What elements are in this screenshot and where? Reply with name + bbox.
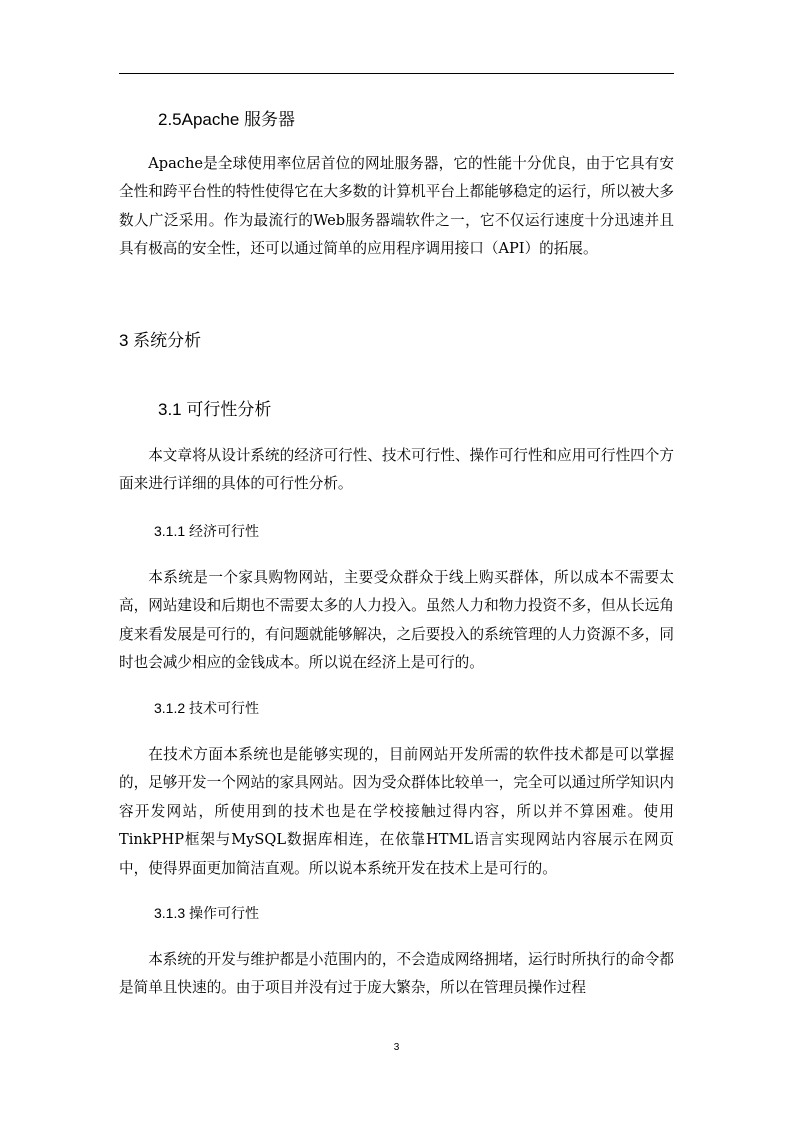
paragraph-economic: 本系统是一个家具购物网站，主要受众群众于线上购买群体，所以成本不需要太高，网站建设和后期也不需要太多的人力投入。虽然人力和物力投资不多，但从长远角度来看发展是可行的，有问题就能够解决，之后要投入的系统管理的人力资源不多，同时也会减少相应的金钱成本。所以说在经济上是可行的。 [119,569,674,672]
paragraph-technical: 在技术方面本系统也是能够实现的，目前网站开发所需的软件技术都是可以掌握的，足够开发一个网站的家具网站。因为受众群体比较单一，完全可以通过所学知识内容开发网站，所使用到的技术也是在学校接触过得内容，所以并不算困难。使用TinkPHP框架与MySQL数据库相连，在依靠HTML语言实现网站内容展示在网页中，使得界面更加简洁直观。所以说本系统开发在技术上是可行的。 [119,746,674,877]
chapter-heading-analysis: 3 系统分析 [119,331,202,350]
section-heading-apache: 2.5Apache 服务器 [158,110,296,129]
section-heading-feasibility: 3.1 可行性分析 [158,400,272,419]
paragraph-feasibility: 本文章将从设计系统的经济可行性、技术可行性、操作可行性和应用可行性四个方面来进行详细的具体的可行性分析。 [119,447,674,493]
subsection-heading-operation: 3.1.3 操作可行性 [154,905,260,921]
header-rule [119,73,674,74]
page-number: 3 [393,1042,400,1053]
subsection-heading-economic: 3.1.1 经济可行性 [154,523,260,539]
paragraph-apache: Apache是全球使用率位居首位的网址服务器，它的性能十分优良，由于它具有安全性和跨平台性的特性使得它在大多数的计算机平台上都能够稳定的运行，所以被大多数人广泛采用。作为最流行的Web服务器端软件之一，它不仅运行速度十分迅速并且具有极高的安全性，还可以通过简单的应用程序调用接口（API）的拓展。 [119,155,674,258]
paragraph-operation: 本系统的开发与维护都是小范围内的，不会造成网络拥堵，运行时所执行的命令都是简单且快速的。由于项目并没有过于庞大繁杂，所以在管理员操作过程 [119,951,674,997]
subsection-heading-technical: 3.1.2 技术可行性 [154,700,260,716]
